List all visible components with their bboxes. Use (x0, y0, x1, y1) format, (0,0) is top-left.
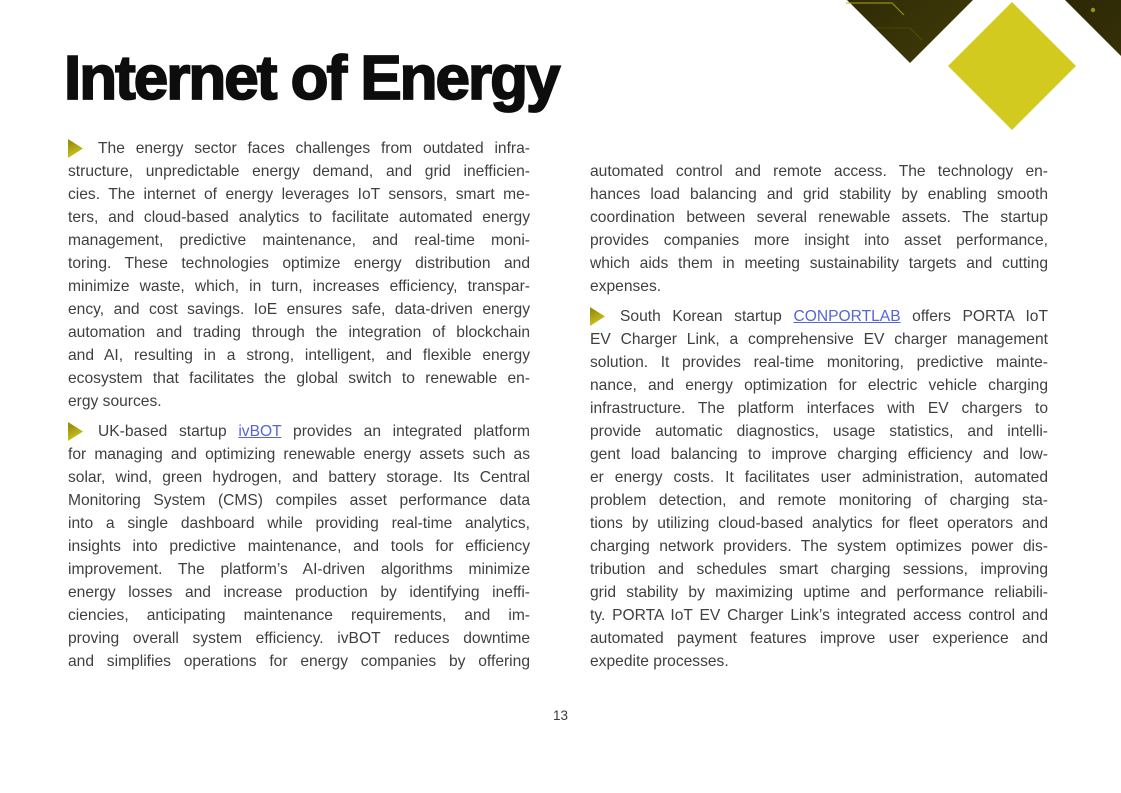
text-line (590, 604, 1048, 627)
text-segment: insights into predictive maintenance, and tools for efficiency (68, 538, 530, 555)
text-line (68, 512, 530, 535)
text-line (590, 512, 1048, 535)
text-line (590, 160, 1048, 183)
text-segment: hances load balancing and grid stability by enabling smooth (590, 186, 1048, 203)
text-segment: automated payment features improve user experience and (590, 630, 1048, 647)
text-line (590, 275, 1048, 298)
text-line (590, 351, 1048, 374)
text-segment: ergy sources. (68, 393, 162, 410)
text-segment: Monitoring System (CMS) compiles asset performance data (68, 492, 530, 509)
text-segment: nance, and energy optimization for electric vehicle charging (590, 377, 1048, 394)
text-segment: The energy sector faces challenges from outdated infra- (98, 140, 530, 157)
text-line (68, 558, 530, 581)
paragraph (68, 420, 530, 673)
text-line (590, 535, 1048, 558)
text-segment: er energy costs. It facilitates user administration, automated (590, 469, 1048, 486)
text-segment: cies. The internet of energy leverages IoT sensors, smart me- (68, 186, 530, 203)
text-line (68, 650, 530, 673)
triangle-bullet-icon (68, 139, 83, 158)
text-line (590, 374, 1048, 397)
text-segment: problem detection, and remote monitoring of charging sta- (590, 492, 1048, 509)
text-line (68, 604, 530, 627)
text-segment: improvement. The platform’s AI-driven algorithms minimize (68, 561, 530, 578)
text-line (590, 466, 1048, 489)
text-line (68, 252, 530, 275)
text-line (590, 328, 1048, 351)
text-line (68, 206, 530, 229)
text-line (68, 275, 530, 298)
text-line (68, 321, 530, 344)
text-line (68, 183, 530, 206)
text-segment: automated control and remote access. The technology en- (590, 163, 1048, 180)
paragraph (590, 160, 1048, 298)
page-title: Internet of Energy (64, 44, 559, 113)
text-segment: infrastructure. The platform interfaces with EV chargers to (590, 400, 1048, 417)
right-column (590, 160, 1048, 680)
triangle-bullet-icon (68, 422, 83, 441)
text-line (590, 581, 1048, 604)
text-segment: tribution and schedules smart charging sessions, improving (590, 561, 1048, 578)
text-segment: expedite processes. (590, 653, 729, 670)
text-segment: provides companies more insight into asset performance, (590, 232, 1048, 249)
text-line (590, 558, 1048, 581)
text-line (68, 535, 530, 558)
text-line (590, 305, 1048, 328)
text-segment: automation and trading through the integration of blockchain (68, 324, 530, 341)
text-line (590, 420, 1048, 443)
dark-diamond-left (817, 0, 1003, 63)
text-segment: South Korean startup (620, 308, 794, 325)
text-segment: solar, wind, green hydrogen, and battery storage. Its Central (68, 469, 530, 486)
text-line (68, 229, 530, 252)
text-line (68, 390, 530, 413)
text-segment: grid stability by maximizing uptime and performance reliabili- (590, 584, 1048, 601)
text-segment: offers PORTA IoT (900, 308, 1048, 325)
text-line (68, 581, 530, 604)
text-line (68, 344, 530, 367)
text-segment: expenses. (590, 278, 662, 295)
text-segment: ecosystem that facilitates the global switch to renewable en- (68, 370, 530, 387)
text-line (590, 489, 1048, 512)
triangle-bullet-icon (590, 307, 605, 326)
text-segment: gent load balancing to improve charging efficiency and low- (590, 446, 1048, 463)
text-segment: solution. It provides real-time monitoring, predictive mainte- (590, 354, 1048, 371)
paragraph (68, 137, 530, 413)
text-segment: ters, and cloud-based analytics to facilitate automated energy (68, 209, 530, 226)
text-line (68, 489, 530, 512)
hyperlink[interactable]: CONPORTLAB (793, 308, 901, 325)
dark-diamond-right (1045, 0, 1121, 95)
text-line (590, 650, 1048, 673)
text-segment: ency, and cost savings. IoE ensures safe, data-driven energy (68, 301, 530, 318)
text-segment: and AI, resulting in a strong, intelligent, and flexible energy (68, 347, 530, 364)
paragraph (590, 305, 1048, 673)
text-line (590, 397, 1048, 420)
text-line (68, 466, 530, 489)
yellow-diamond (948, 2, 1076, 130)
text-segment: tions by utilizing cloud-based analytics for fleet operators and (590, 515, 1048, 532)
text-segment: and simplifies operations for energy companies by offering (68, 653, 530, 670)
text-segment: energy losses and increase production by identifying ineffi- (68, 584, 530, 601)
text-segment: provides an integrated platform (281, 423, 530, 440)
text-line (68, 160, 530, 183)
page-number: 13 (552, 708, 569, 723)
text-line (590, 252, 1048, 275)
left-column (68, 137, 530, 680)
text-line (68, 443, 530, 466)
text-line (590, 443, 1048, 466)
corner-decoration (780, 0, 1121, 140)
text-line (590, 229, 1048, 252)
text-segment: management, predictive maintenance, and real-time moni- (68, 232, 530, 249)
text-segment: into a single dashboard while providing real-time analytics, (68, 515, 530, 532)
text-segment: ty. PORTA IoT EV Charger Link’s integrated access control and (590, 607, 1048, 624)
text-line (68, 298, 530, 321)
circuit-line-icon (846, 3, 904, 15)
text-segment: for managing and optimizing renewable energy assets such as (68, 446, 530, 463)
circuit-dot-icon (1091, 8, 1095, 12)
text-segment: structure, unpredictable energy demand, and grid inefficien- (68, 163, 530, 180)
text-line (590, 206, 1048, 229)
text-segment: charging network providers. The system optimizes power dis- (590, 538, 1048, 555)
text-segment: proving overall system efficiency. ivBOT reduces downtime (68, 630, 530, 647)
text-segment: ciencies, anticipating maintenance requirements, and im- (68, 607, 530, 624)
text-segment: EV Charger Link, a comprehensive EV charger management (590, 331, 1048, 348)
circuit-line-icon (875, 28, 922, 40)
hyperlink[interactable]: ivBOT (238, 423, 282, 440)
text-segment: coordination between several renewable assets. The startup (590, 209, 1048, 226)
text-line (68, 627, 530, 650)
text-line (68, 137, 530, 160)
text-line (68, 420, 530, 443)
text-segment: minimize waste, which, in turn, increases efficiency, transpar- (68, 278, 530, 295)
text-segment: provide automatic diagnostics, usage statistics, and intelli- (590, 423, 1048, 440)
text-line (590, 627, 1048, 650)
text-segment: which aids them in meeting sustainability targets and cutting (590, 255, 1048, 272)
text-line (590, 183, 1048, 206)
text-segment: toring. These technologies optimize energy distribution and (68, 255, 530, 272)
text-line (68, 367, 530, 390)
text-segment: UK-based startup (98, 423, 239, 440)
